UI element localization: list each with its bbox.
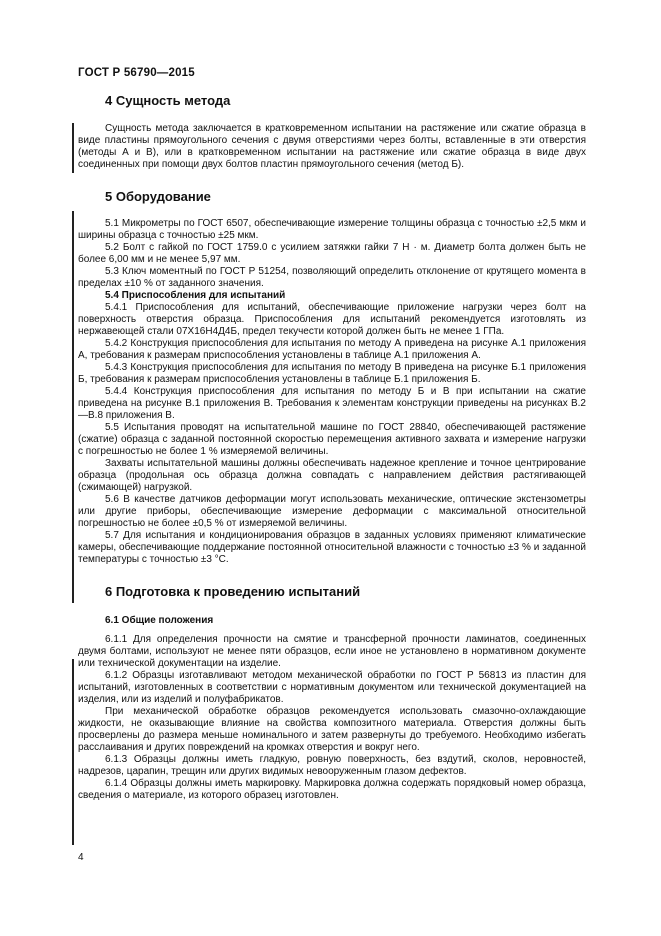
change-bar [72, 659, 74, 845]
change-bar [72, 123, 74, 173]
paragraph: 5.7 Для испытания и кондиционирования образцов в заданных условиях применяют климатические камеры, обеспечивающие поддержание постоянной относительной влажности с точностью ±3 % и заданной температуры с точностью ±3 °С. [78, 530, 586, 565]
document-body [78, 93, 586, 802]
paragraph: 5.4.2 Конструкция приспособления для испытания по методу А приведена на рисунке А.1 приложения А, требования к размерам приспособления установлены в таблице А.1 приложения А. [78, 338, 586, 361]
paragraph: 5.4.1 Приспособления для испытаний, обеспечивающие приложение нагрузки через болт на поверхность отверстия образца. Приспособления для испытаний рекомендуется изготовлять из нержавеющей стали 07Х16Н4Д4Б, предел текучести которой должен быть не менее 1 ГПа. [78, 302, 586, 337]
paragraph: Захваты испытательной машины должны обеспечивать надежное крепление и точное центрирование образца (продольная ось образца должна совпадать с направлением действия растягивающей (сжимающей) нагрузкой. [78, 458, 586, 493]
paragraph: 5.2 Болт с гайкой по ГОСТ 1759.0 с усилием затяжки гайки 7 Н · м. Диаметр болта должен быть не более 6,00 мм и не менее 5,97 мм. [78, 242, 586, 265]
paragraph: 5.4.4 Конструкция приспособления для испытания по методу Б и В при испытании на сжатие приведена на рисунке В.1 приложения В. Требования к элементам конструкции приведены на рисунках В.2—В.8 приложения В. [78, 386, 586, 421]
section-title: 6 Подготовка к проведению испытаний [105, 584, 361, 599]
paragraph: 5.5 Испытания проводят на испытательной машине по ГОСТ 28840, обеспечивающей растяжение (сжатие) образца с заданной постоянной скоростью перемещения активного захвата и измерение нагрузки с погрешностью не более 1 % измеряемой величины. [78, 422, 586, 457]
paragraph: 6.1.2 Образцы изготавливают методом механической обработки по ГОСТ Р 56813 из пластин для испытаний, изготовленных в соответствии с нормативным документом или технической документацией на изделия, или из изделий и полуфабрикатов. [78, 670, 586, 705]
section-title: 4 Сущность метода [105, 93, 231, 108]
section-5-paragraphs [78, 218, 586, 566]
paragraph: 6.1.4 Образцы должны иметь маркировку. Маркировка должна содержать порядковый номер образца, сведения о материале, из которого образец изготовлен. [78, 778, 586, 801]
section-title: 5 Оборудование [105, 189, 211, 204]
page-number: 4 [78, 852, 84, 863]
paragraph: 5.4.3 Конструкция приспособления для испытания по методу В приведена на рисунке Б.1 приложения Б, требования к размерам приспособления установлены в таблице Б.1 приложения Б. [78, 362, 586, 385]
subsection-title: 6.1 Общие положения [105, 615, 214, 626]
paragraph: 5.6 В качестве датчиков деформации могут использовать механические, оптические экстензометры или другие приборы, обеспечивающие измерение деформации с максимальной относительной погрешностью не более ±0,5 % от измеряемой величины. [78, 494, 586, 529]
subsection-heading: 5.4 Приспособления для испытаний [105, 290, 286, 301]
paragraph: 6.1.1 Для определения прочности на смятие и трансферной прочности ламинатов, соединенных двумя болтами, используют не менее пяти образцов, если иное не установлено в нормативном документе или технической документации на изделие. [78, 634, 586, 669]
change-bar [72, 211, 74, 603]
paragraph: 5.3 Ключ моментный по ГОСТ Р 51254, позволяющий определить отклонение от крутящего момента в пределах ±10 % от заданного значения. [78, 266, 586, 289]
paragraph: 5.1 Микрометры по ГОСТ 6507, обеспечивающие измерение толщины образца с точностью ±2,5 мкм и ширины образца с точностью ±25 мкм. [78, 218, 586, 241]
standard-header: ГОСТ Р 56790—2015 [78, 67, 195, 79]
section-6-paragraphs [78, 634, 586, 802]
paragraph: 6.1.3 Образцы должны иметь гладкую, ровную поверхность, без вздутий, сколов, неровностей, надрезов, царапин, трещин или других видимых невооруженным глазом дефектов. [78, 754, 586, 777]
paragraph: Сущность метода заключается в кратковременном испытании на растяжение или сжатие образца в виде пластины прямоугольного сечения с двумя отверстиями через болты, вставленные в эти отверстия (методы А и В), или в кратковременном испытании на растяжение или сжатие образца в виде двух соединенных при помощи двух болтов пластин прямоугольного сечения (метод Б). [78, 123, 586, 170]
paragraph: При механической обработке образцов рекомендуется использовать смазочно-охлаждающие жидкости, не оказывающие влияние на свойства композитного материала. Отверстия должны быть просверлены до размера меньше номинального и затем развернуты до требуемого. Необходимо избегать расслаивания и других повреждений на кромках отверстия и вокруг него. [78, 706, 586, 753]
